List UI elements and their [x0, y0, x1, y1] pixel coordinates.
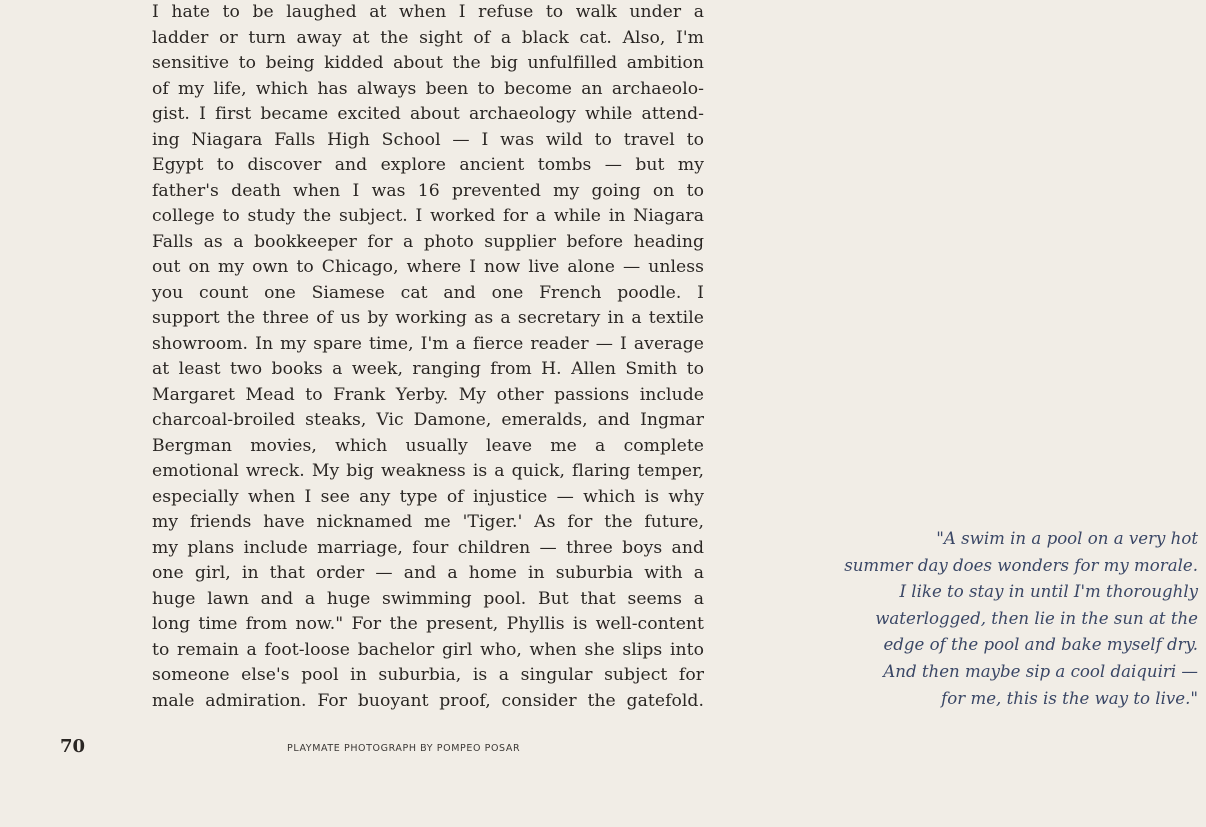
article-line: someone else's pool in suburbia, is a singular subject for: [152, 665, 704, 685]
article-line: ladder or turn away at the sight of a black cat. Also, I'm: [152, 27, 704, 48]
article-line: especially when I see any type of injustice — which is why: [152, 486, 704, 507]
article-line: male admiration. For buoyant proof, consider the gatefold.: [152, 690, 704, 711]
article-line: Egypt to discover and explore ancient tombs — but my: [152, 155, 704, 175]
article-line: father's death when I was 16 prevented my going on to: [152, 180, 704, 201]
quote-line: "A swim in a pool on a very hot: [936, 529, 1198, 548]
article-line: you count one Siamese cat and one French poodle. I: [152, 282, 704, 303]
article-line: out on my own to Chicago, where I now live alone — unless: [152, 257, 704, 277]
article-line: support the three of us by working as a secretary in a textile: [152, 308, 704, 328]
article-line: ing Niagara Falls High School — I was wild to travel to: [152, 129, 704, 150]
article-line: showroom. In my spare time, I'm a fierce reader — I average: [152, 333, 704, 354]
quote-line: for me, this is the way to live.": [941, 688, 1198, 708]
article-line: sensitive to being kidded about the big unfulfilled ambition: [152, 53, 704, 73]
quote-line: edge of the pool and bake myself dry.: [883, 635, 1198, 655]
article-line: emotional wreck. My big weakness is a quick, flaring temper,: [152, 461, 704, 481]
photo-credit: PLAYMATE PHOTOGRAPH BY POMPEO POSAR: [287, 743, 521, 754]
quote-line: summer day does wonders for my morale.: [844, 555, 1198, 575]
article-line: Bergman movies, which usually leave me a complete: [152, 435, 704, 456]
article-line: long time from now." For the present, Phyllis is well-content: [152, 614, 704, 634]
article-line: at least two books a week, ranging from H. Allen Smith to: [152, 359, 704, 379]
quote-line: And then maybe sip a cool daiquiri —: [883, 661, 1198, 681]
article-line: gist. I first became excited about archaeology while attend-: [152, 104, 704, 124]
quote-line: waterlogged, then lie in the sun at the: [875, 608, 1198, 628]
article-line: huge lawn and a huge swimming pool. But that seems a: [152, 588, 704, 609]
article-line: Margaret Mead to Frank Yerby. My other passions include: [152, 384, 704, 405]
article-line: my plans include marriage, four children — three boys and: [152, 537, 704, 558]
article-line: one girl, in that order — and a home in suburbia with a: [152, 563, 704, 583]
quote-line: I like to stay in until I'm thoroughly: [899, 582, 1198, 602]
article-line: to remain a foot-loose bachelor girl who, when she slips into: [152, 639, 704, 660]
article-line: Falls as a bookkeeper for a photo supplier before heading: [152, 231, 704, 252]
article-line: charcoal-broiled steaks, Vic Damone, emeralds, and Ingmar: [152, 410, 704, 430]
article-body: [152, 0, 704, 714]
article-line: college to study the subject. I worked for a while in Niagara: [152, 206, 704, 226]
article-line: of my life, which has always been to become an archaeolo-: [152, 78, 704, 99]
page-number: 70: [60, 736, 86, 757]
article-line: my friends have nicknamed me 'Tiger.' As for the future,: [152, 512, 704, 532]
article-line: I hate to be laughed at when I refuse to walk under a: [152, 2, 704, 22]
pull-quote: [826, 526, 1198, 712]
